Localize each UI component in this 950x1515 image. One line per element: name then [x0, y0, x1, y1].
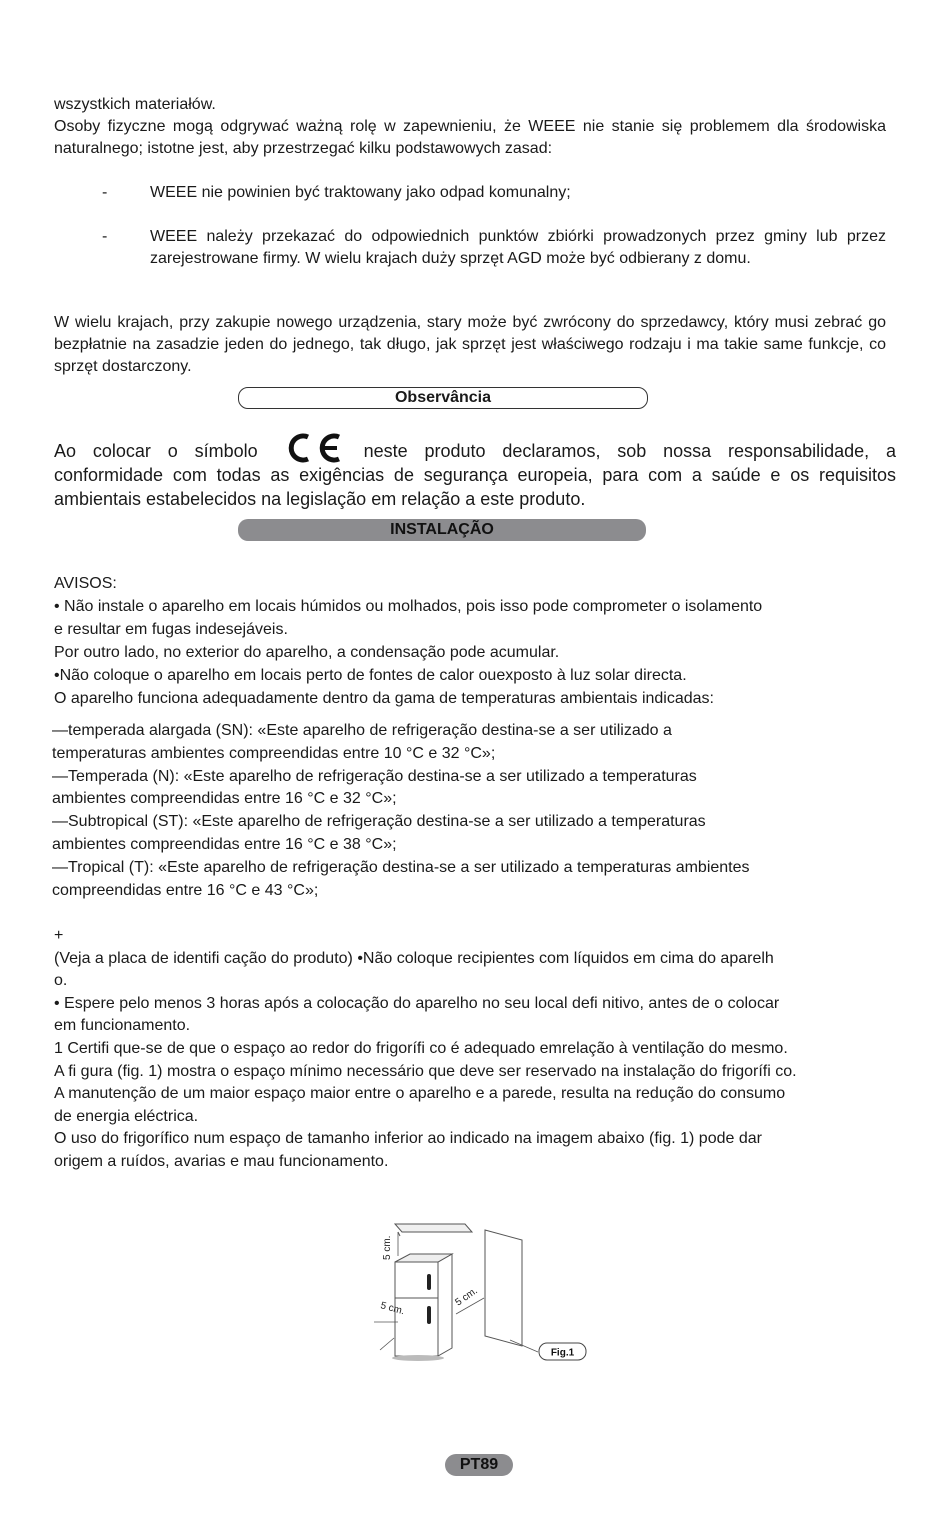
avisos-line: Por outro lado, no exterior do aparelho, a condensação pode acumular.: [54, 644, 560, 661]
climate-line: —Temperada (N): «Este aparelho de refrigeração destina-se a ser utilizado a temperaturas: [52, 767, 697, 785]
observancia-text-before: Ao colocar o símbolo: [54, 441, 258, 461]
observancia-paragraph: [54, 433, 896, 511]
climate-line: ambientes compreendidas entre 16 °C e 38 °C»;: [52, 835, 397, 853]
page-number-badge: PT89: [445, 1454, 513, 1476]
bullet-2-text: WEEE należy przekazać do odpowiednich punktów zbiórki prowadzonych przez gminy lub przez zarejestrowane firmy. W wielu krajach duży sprzęt AGD może być odbierany z domu.: [150, 228, 886, 267]
fridge-clearance-figure: [360, 1218, 600, 1368]
note-line: em funcionamento.: [54, 1017, 191, 1035]
avisos-line: O aparelho funciona adequadamente dentro da gama de temperaturas ambientais indicadas:: [54, 690, 714, 707]
note-line: origem a ruídos, avarias e mau funcionamento.: [54, 1152, 389, 1170]
climate-line: compreendidas entre 16 °C e 43 °C»;: [52, 881, 319, 899]
bullet-1-text: WEEE nie powinien być traktowany jako odpad komunalny;: [150, 184, 571, 201]
ce-mark-icon: [282, 433, 344, 463]
climate-line: —Tropical (T): «Este aparelho de refrigeração destina-se a ser utilizado a temperaturas ambientes: [52, 858, 750, 876]
observancia-text-after: neste produto declaramos, sob nossa responsabilidade, a conformidade com todas as exigências de segurança europeia, para com a saúde e os requisitos ambientais estabelecidos na legislação em relação a este produto.: [54, 441, 896, 509]
avisos-line: • Não instale o aparelho em locais húmidos ou molhados, pois isso pode comprometer o isolamento: [54, 598, 763, 615]
note-line: O uso do frigorífico num espaço de tamanho inferior ao indicado na imagem abaixo (fig. 1) pode dar: [54, 1130, 762, 1148]
bullet-dash-2: -: [102, 228, 108, 245]
avisos-line: e resultar em fugas indesejáveis.: [54, 621, 288, 638]
avisos-block: [54, 572, 914, 710]
polish-line-1: wszystkich materiałów.: [54, 96, 216, 113]
figure-label-side: 5 cm.: [379, 1300, 406, 1318]
instalacao-header: INSTALAÇÃO: [238, 519, 646, 541]
avisos-line: AVISOS:: [54, 575, 117, 592]
avisos-line: •Não coloque o aparelho em locais perto de fontes de calor ouexposto à luz solar directa.: [54, 667, 687, 684]
polish-paragraph-1: Osoby fizyczne mogą odgrywać ważną rolę w zapewnieniu, że WEEE nie stanie się problemem dla środowiska naturalnego; istotne jest, aby przestrzegać kilku podstawowych zasad:: [54, 118, 886, 157]
note-line: • Espere pelo menos 3 horas após a colocação do aparelho no seu local defi nitivo, antes de o colocar: [54, 994, 780, 1012]
polish-paragraph-2: W wielu krajach, przy zakupie nowego urządzenia, stary może być zwrócony do sprzedawcy, który musi zebrać go bezpłatnie na zasadzie jeden do jednego, tak długo, jak sprzęt jest właściwego rodzaju i ma takie same funkcje, co sprzęt dostarczony.: [54, 314, 886, 375]
note-line: o.: [54, 972, 68, 990]
climate-line: ambientes compreendidas entre 16 °C e 32 °C»;: [52, 790, 397, 808]
figure-caption: Fig.1: [550, 1347, 575, 1359]
note-line: +: [54, 927, 64, 944]
climate-line: temperaturas ambientes compreendidas entre 10 °C e 32 °C»;: [52, 744, 496, 762]
note-line: A manutenção de um maior espaço maior entre o aparelho e a parede, resulta na redução do consumo: [54, 1085, 786, 1103]
bullet-dash-1: -: [102, 184, 108, 201]
installation-notes-block: [54, 925, 934, 1174]
note-line: (Veja a placa de identifi cação do produto) •Não coloque recipientes com líquidos em cima do aparelh: [54, 949, 774, 967]
note-line: de energia eléctrica.: [54, 1107, 199, 1125]
observancia-header: Observância: [238, 387, 648, 409]
climate-line: —Subtropical (ST): «Este aparelho de refrigeração destina-se a ser utilizado a temperaturas: [52, 813, 706, 831]
note-line: A fi gura (fig. 1) mostra o espaço mínimo necessário que deve ser reservado na instalação do frigorífi co.: [54, 1062, 797, 1080]
climate-classes-block: [52, 720, 912, 902]
note-line: 1 Certifi que-se de que o espaço ao redor do frigorífi co é adequado emrelação à ventilação do mesmo.: [54, 1039, 788, 1057]
figure-label-top: 5 cm.: [382, 1235, 393, 1260]
climate-line: —temperada alargada (SN): «Este aparelho de refrigeração destina-se a ser utilizado a: [52, 722, 672, 739]
figure-label-back: 5 cm.: [453, 1285, 480, 1309]
